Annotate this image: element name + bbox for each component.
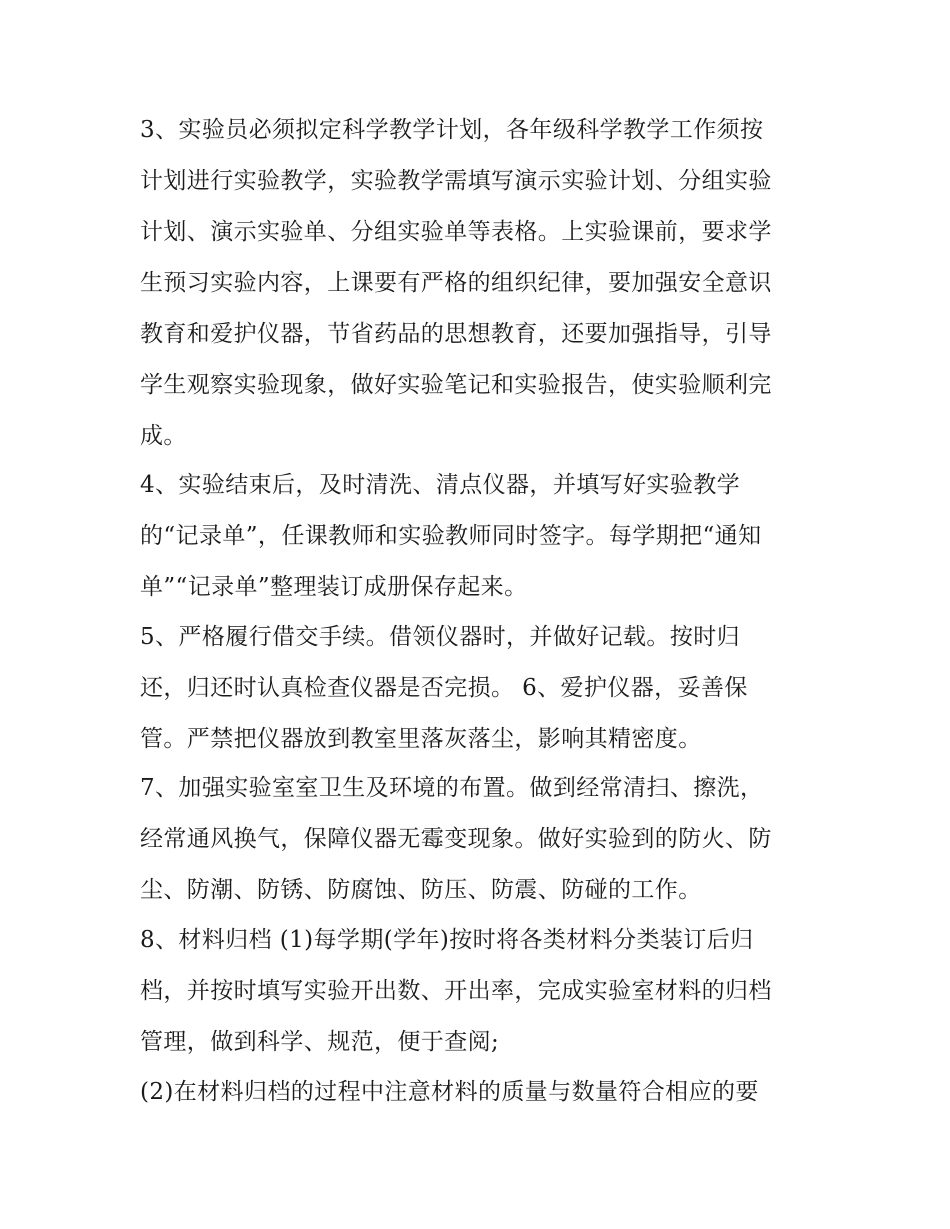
paragraph-line: 4、实验结束后，及时清洗、清点仪器，并填写好实验教学 — [140, 472, 741, 498]
paragraph-line: 还，归还时认真检查仪器是否完损。 6、爱护仪器，妥善保 — [140, 675, 748, 701]
paragraph-line: 生预习实验内容，上课要有严格的组织纪律，要加强安全意识 — [140, 270, 772, 296]
paragraph-line: 管理，做到科学、规范，便于查阅; — [140, 1029, 500, 1055]
paragraph-line: 单”“记录单”整理装订成册保存起来。 — [140, 574, 528, 600]
paragraph-line: 学生观察实验现象，做好实验笔记和实验报告，使实验顺利完 — [140, 372, 772, 398]
paragraph-line: 计划、演示实验单、分组实验单等表格。上实验课前，要求学 — [140, 219, 772, 245]
paragraph-line: 尘、防潮、防锈、防腐蚀、防压、防震、防碰的工作。 — [140, 877, 702, 903]
paragraph-line: 5、严格履行借交手续。借领仪器时，并做好记载。按时归 — [140, 624, 741, 650]
paragraph-line: 计划进行实验教学，实验教学需填写演示实验计划、分组实验 — [140, 168, 772, 194]
paragraph-line: 档，并按时填写实验开出数、开出率，完成实验室材料的归档 — [140, 978, 772, 1004]
paragraph-line: 的“记录单”，任课教师和实验教师同时签字。每学期把“通知 — [140, 523, 762, 549]
paragraph-line: 管。严禁把仪器放到教室里落灰落尘，影响其精密度。 — [140, 726, 702, 752]
paragraph-line: (2)在材料归档的过程中注意材料的质量与数量符合相应的要 — [140, 1079, 759, 1105]
paragraph-line: 成。 — [140, 423, 187, 449]
paragraph-line: 经常通风换气，保障仪器无霉变现象。做好实验到的防火、防 — [140, 826, 772, 852]
paragraph-line: 7、加强实验室室卫生及环境的布置。做到经常清扫、擦洗， — [140, 775, 764, 801]
paragraph-line: 8、材料归档 (1)每学期(学年)按时将各类材料分类装订后归 — [140, 927, 754, 953]
paragraph-line: 教育和爱护仪器，节省药品的思想教育，还要加强指导，引导 — [140, 321, 772, 347]
paragraph-line: 3、实验员必须拟定科学教学计划，各年级科学教学工作须按 — [140, 117, 764, 143]
